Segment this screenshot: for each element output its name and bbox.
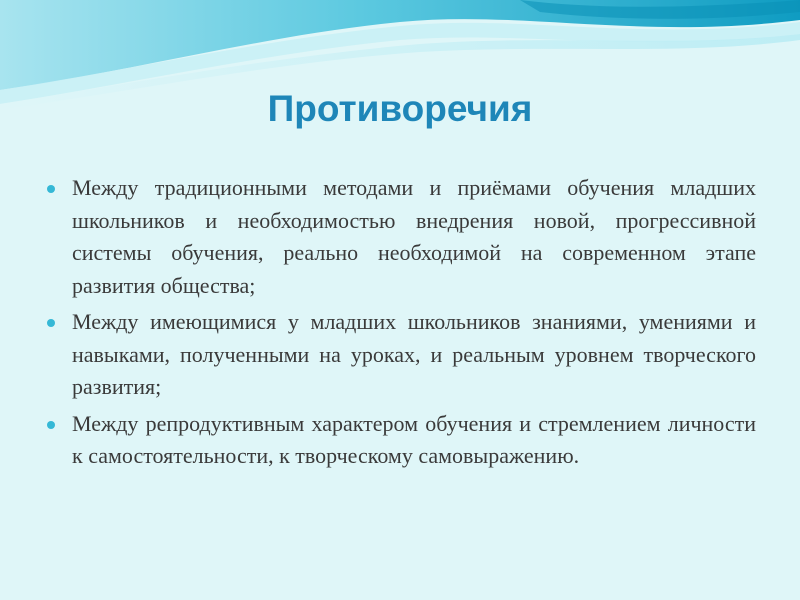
- bullet-item: [44, 306, 756, 404]
- bullet-text: Между репродуктивным характером обучения и стремлением личности к самостоятельности, к творческому самовыражению.: [72, 410, 756, 468]
- slide-title: Противоречия: [267, 88, 533, 129]
- bullet-dot-icon: [47, 185, 55, 193]
- bullet-dot-icon: [47, 319, 55, 327]
- bullet-dot-icon: [47, 421, 55, 429]
- bullet-list: [44, 172, 756, 477]
- bullet-item: [44, 172, 756, 302]
- bullet-text: Между традиционными методами и приёмами обучения младших школьников и необходимостью внедрения новой, прогрессивной системы обучения, реально необходимой на современном этапе развития общества;: [72, 175, 756, 298]
- bullet-item: [44, 408, 756, 473]
- bullet-text: Между имеющимися у младших школьников знаниями, умениями и навыками, полученными на уроках, и реальным уровнем творческого развития;: [72, 309, 756, 399]
